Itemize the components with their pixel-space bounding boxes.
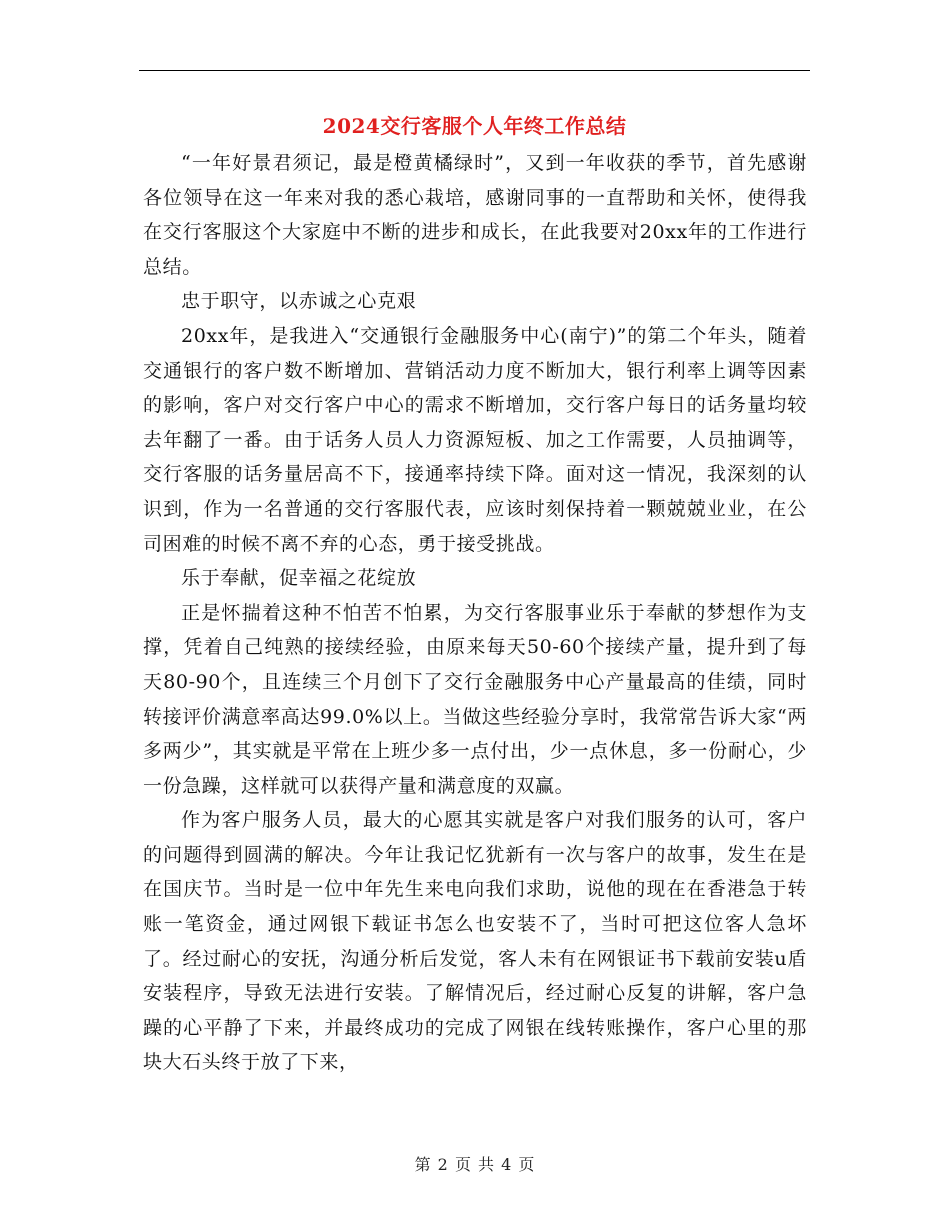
section-heading-dedication: 乐于奉献，促幸福之花绽放 [181,567,417,590]
paragraph-intro: “一年好景君须记，最是橙黄橘绿时”，又到一年收获的季节，首先感谢各位领导在这一年来对我的悉心栽培，感谢同事的一直帮助和关怀，使得我在交行客服这个大家庭中不断的进步和成长，在此我要对20xx年的工作进行总结。 [143,152,807,278]
document-body [143,146,807,1080]
paragraph-loyalty: 20xx年，是我进入“交通银行金融服务中心(南宁)”的第二个年头，随着交通银行的客户数不断增加、营销活动力度不断加大，银行利率上调等因素的影响，客户对交行客户中心的需求不断增加，交行客户每日的话务量均较去年翻了一番。由于话务人员人力资源短板、加之工作需要，人员抽调等，交行客服的话务量居高不下，接通率持续下降。面对这一情况，我深刻的认识到，作为一名普通的交行客服代表，应该时刻保持着一颗兢兢业业，在公司困难的时候不离不弃的心态，勇于接受挑战。 [143,324,807,555]
document-title: 2024交行客服个人年终工作总结 [322,114,627,138]
paragraph-dedication: 正是怀揣着这种不怕苦不怕累，为交行客服事业乐于奉献的梦想作为支撑，凭着自己纯熟的接续经验，由原来每天50-60个接续产量，提升到了每天80-90个，且连续三个月创下了交行金融服务中心产量最高的佳绩，同时转接评价满意率高达99.0%以上。当做这些经验分享时，我常常告诉大家“两多两少”，其实就是平常在上班少多一点付出，少一点休息，多一份耐心，少一份急躁，这样就可以获得产量和满意度的双赢。 [143,601,807,797]
section-heading-loyalty: 忠于职守，以赤诚之心克艰 [181,290,417,313]
page-footer [0,1153,950,1177]
paragraph-customer-story: 作为客户服务人员，最大的心愿其实就是客户对我们服务的认可，客户的问题得到圆满的解决。今年让我记忆犹新有一次与客户的故事，发生在是在国庆节。当时是一位中年先生来电向我们求助，说他的现在在香港急于转账一笔资金，通过网银下载证书怎么也安装不了，当时可把这位客人急坏了。经过耐心的安抚，沟通分析后发觉，客人未有在网银证书下载前安装u盾安装程序，导致无法进行安装。了解情况后，经过耐心反复的讲解，客户急躁的心平静了下来，并最终成功的完成了网银在线转账操作，客户心里的那块大石头终于放了下来， [143,809,807,1074]
header-rule [139,70,810,71]
page-number-label: 第 2 页 共 4 页 [414,1155,536,1174]
